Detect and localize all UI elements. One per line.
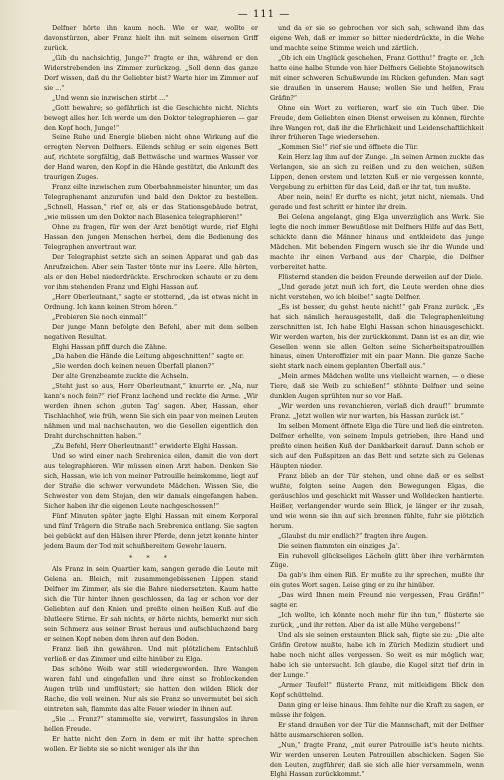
paragraph: „Glaubst du mir endlich?“ fragten ihre Augen. [278, 531, 428, 540]
paragraph: Ein ruhevoll glückseliges Lächeln glitt über ihre verhärmten Züge. [270, 551, 484, 570]
paragraph: „Probieren Sie noch einmal!“ [52, 312, 148, 321]
paragraph: „Kommen Sie!“ rief sie und öffnete die Tür. [278, 143, 419, 152]
paragraph: „Sie ... Franz?“ stammelte sie, verwirrt, fassungslos in ihren hellen Freude. [44, 714, 258, 733]
left-column [44, 24, 258, 753]
paragraph: „Steht just so aus, Herr Oberleutnant,“ knurrte er. „Na, nur kann's noch fein?“ rief Franz lachend und reckte die Arme. „Wir werden ihnen schon ‚guten Tag‘ sagen. Aber, Hassan, eher Tischlachhof, wie früh, wenn Sie sich ein paar von meinen Leuten nähmen und mal nachschauten, wo die Gesellen eigentlich den Draht durchschnitten haben.“ [44, 382, 258, 441]
paragraph: Er hatte nicht den Zorn in dem er mit ihr hatte sprechen wollen. Er liebte sie so nicht weniger als ihr ihn [44, 734, 258, 753]
paragraph: „Es ist besser, du gehst heute nicht!“ gab Franz zurück. „Es hat sich nämlich herausgestellt, daß die Telegraphenleitung zerschnitten ist. Ich habe Elghi Hassan schon hinausgeschickt. Wir werden warten, bis der zurückkommt. Dann ist es an dir, wie Gesellen wenn sie allen Gelten seine Sicherheitspatrouillen hinaus, einen Unteroffizier mit ein paar Mann. Die ganze Sache sieht stark nach einem geplanten Überfall aus.“ [270, 302, 484, 371]
page-number: — 111 — [237, 9, 291, 20]
paragraph: Flüsternd standen die beiden Freunde derweilen auf der Diele. [278, 272, 483, 281]
paragraph: „Das wird Ihnen mein Freund nie vergessen, Frau Gräfin!“ sagte er. [270, 591, 484, 610]
paragraph: „Da haben die Hände die Leitung abgeschnitten!“ sagte er. [52, 352, 245, 361]
paragraph: „Mein armes Mädchen wollte uns vielleicht warnen, — o diese Tiere, daß sie Weib zu schießen!“ stöhnte Delfner und seine dunklen Augen sprühten nur so vor Haß. [270, 372, 484, 401]
paragraph: „Ich wollte, ich könnte noch mehr für ihn tun,“ flüsterte sie zurück, „und ihr retten. Aber da ist alle Mühe vergebens!“ [270, 611, 484, 630]
paragraph: Und als sie seinen erstaunten Blick sah, fügte sie zu: „Die alte Gräfin Gretow mußte, habe ich in Zürich Medizin studiert und habe noch nicht alles vergessen. So weit es mir möglich war, habe ich sie untersucht. Ich glaube, die Kugel sitzt tief drin in der Lunge.“ [270, 631, 484, 679]
paragraph: „Gott bewahre; so gefährlich ist die Geschichte nicht. Nichts bewegt alles her. Ich werde um den Doktor telegraphieren — gar den Kopf hoch, Junge!“ [44, 103, 258, 132]
paragraph: „Ob ich ein Unglück geschehen, Franz Gotthu!“ fragte er. „Ich hatte eine halbe Stunde von hier Delfners Geliebte Stojanowitsch mit einer schweren Schußwunde im Rücken gefunden. Man sagt sie draußen in unserem Hause; wollen Sie und helfen, Frau Gräfin?“ [270, 53, 484, 102]
paragraph: „Herr Oberleutnant,“ sagte er stotternd, „da ist etwas nicht in Ordnung. Ich kann keinen Strom hören.“ [44, 292, 258, 311]
paragraph: Fünf Minuten später jagte Elghi Hassan mit einem Korporal und fünf Trägern die Straße nach Srebrenica entlang. Sie sagten bei gebückt auf den Hälsen ihrer Pferde, denn jetzt konnte hinter jedem Baum der Tod mit schußbereitem Gewehr lauern. [44, 511, 258, 550]
section-separator: * * * [129, 553, 173, 562]
paragraph: Seine Ruhe und Energie blieben nicht ohne Wirkung auf die erregten Nerven Delfners. Eilends schlug er sein eigenes Bett auf, richtete sorgfältig, daß Bettwäsche und warmes Wasser vor der Hand waren, den Kopf in die Hände gestützt, die Ankunft des traurigen Zuges. [44, 133, 258, 182]
paragraph: „Nun,“ fragte Franz, „mit eurer Patrouille ist's heute nichts. Wir werden unseren Leuten Patrouillen abschicken. Sagen Sie den Leuten, zugführer, daß sie sich alle hier versammeln, wenn Elghi Hassan zurückkommt.“ [270, 740, 484, 779]
paragraph: Delfner hörte ihn kaum noch. Wie er war, wollte er davonstürzen, aber Franz hielt ihn mit seinem eisernen Griff zurück. [44, 24, 258, 52]
paragraph: Der alte Grenzbeamte zuckte die Achseln. [52, 372, 189, 381]
paragraph: „Und wenn sie inzwischen stirbt ...“ [52, 93, 169, 102]
paragraph: Und so wird einer nach Srebrenica eilen, damit die von dort aus telegraphieren. Wir müssen einen Arzt haben. Denken Sie sich, Hassan, wie ich von meiner Patrouille heimkomme, liegt auf der Straße die schwer verwundete Mädchen. Wissen Sie, die Schwester von dem Stojan, den wir damals eingefangen haben. Sicher haben ihr die eigenen Leute nachgeschossen!“ [44, 451, 258, 510]
text-columns [44, 24, 484, 779]
paragraph: Dann ging er leise hinaus. Ihm fehlte nur die Kraft zu sagen, er müsse ihr folgen. [270, 700, 484, 719]
paragraph: Franz eilte inzwischen zum Oberbahnmeister hinunter, um das Telegraphenamt anzurufen und bald den Doktor zu bestellen. „Schnell, Hassan,“ rief er, als er das Stationsgebäude betrat, „wie müssen um den Doktor nach Blasenica telegraphieren!“ [44, 183, 258, 222]
paragraph: Aber nein, nein! Er durfte es nicht, jetzt nicht, niemals. Und gerade und fest schritt er hinter ihr drein. [270, 193, 484, 212]
paragraph: Ohne ein Wort zu verlieren, warf sie ein Tuch über. Die Freude, dem Geliebten einen Dienst erweisen zu können, fürchte ihre Wangen rot, daß ihr die Ehrlichkeit und Leidenschaftlichkeit ihrer früheren Tage wiedersehen. [270, 103, 484, 142]
paragraph: und da er sie so gebrochen vor sich sah, schwand ihm das eigene Weh, daß er immer so bitter niederdrückte, in die Wehe und machte seine Stimme weich und zärtlich. [270, 24, 484, 52]
paragraph: Da gab's ihm einen Riß. Er mußte zu ihr sprechen, mußte ihr ein gutes Wort sagen. Leise ging er zu ihr hinüber. [270, 571, 484, 590]
paragraph: „Und gerade jetzt muß ich fort, die Leute werden ohne dies nicht verstehen, wo ich bleibe!“ sagte Delfner. [270, 282, 484, 301]
paragraph: Im selben Moment öffnete Elga die Türe und ließ die eintreten. Delfner erhellte, von seinem Impuls getrieben, ihre Hand und preßte einen heißen Kuß der Dankbarkeit darauf. Dann schob er sich auf den Fußspitzen an das Bett und setzte sich zu Gelenas Häupten nieder. [270, 422, 484, 470]
paragraph: Ohne zu fragen, für wen der Arzt benötigt wurde, rief Elghi Hassan den jungen Menschen herbei, dem die Bedienung des Telegraphen anvertraut war. [44, 223, 258, 251]
paragraph: Das schöne Weib war still wiedergeworden. Ihre Wangen waren fahl und eingefallen und ihre einst so frohlockenden Augen trüb und umflüstert; sie hatten den wilden Blick der Rache, die voll weinen. Nur als sie Franz so unvermutet bei sich eintreten sah, flammte das alte Feuer wieder in ihnen auf. [44, 665, 258, 713]
paragraph: „Wir werden uns revanchieren, verlaß dich drauf!“ brummte Franz. „Jetzt wollen wir nur warten, bis Hassan zurück ist.“ [270, 402, 484, 421]
paragraph: Der Telegraphist setzte sich an seinen Apparat und gab das Anrufzeichen. Aber sein Taster tönte nur ins Leere. Alle hörten, als er den Hebel niederdrückte. Erschrocken schaute er zu dem vor ihm stehenden Franz und Elghi Hassan auf. [44, 252, 258, 291]
paragraph: Franz ließ ihn gewähren. Und mit plötzlichem Entschluß verließ er das Zimmer und eilte hinüber zu Elga. [44, 645, 258, 664]
paragraph: Elghi Hassan pfiff durch die Zähne. [52, 342, 168, 351]
paragraph: Bei Gelena angelangt, ging Elga unverzüglich ans Werk. Sie legte die noch immer Bewußtlose mit Delfners Hilfe auf das Bett, schickte dann die Männer hinaus und entkleidete das junge Mädchen. Mit bebenden Fingern wusch sie ihr die Wunde und machte ihr einen Verband aus der Charpie, die Delfner vorbereitet hatte. [270, 213, 484, 271]
paragraph: „Zu Befehl, Herr Oberleutnant!“ erwiderte Elghi Hassan. [52, 442, 238, 451]
paragraph: Kein Herz lag ihm auf der Zunge. „In seinen Armen zuckte das Verlangen, sie an sich zu reißen und zu den weichen, süßen Lippen, denen erstem und letzten Kuß er nie vergessen konnte, Vergebung zu erbitten für das Leid, daß er ihr tat, tun mußte. [270, 153, 484, 192]
paragraph: Franz blieb an der Tür stehen, und ohne daß er es selbst wußte, folgten seine Augen den Bewegungen Elgas, die geräuschlos und geschickt mit Wasser und Wolldecken hantierte. Heißer, verlangender wurde sein Blick, je länger er ihr zusah, und wie wenn sie ihn auf sich brennen fühlte, fuhr sie plötzlich herum. [270, 471, 484, 530]
paragraph: Der junge Mann befolgte den Befehl, aber mit dem selben negativen Resultat. [44, 322, 258, 341]
right-column [270, 24, 484, 779]
paragraph: „Sie werden doch keinen neuen Überfall planen?“ [52, 362, 215, 371]
paragraph: Die seinen flammten ein einziges ‚Ja‘. [278, 541, 400, 550]
paragraph: Als Franz in sein Quartier kam, sangen gerade die Leute mit Gelena an. Bleich, mit zusammengebissenen Lippen stand Delfner im Zimmer, als sie die Bahre niedersetzten. Kaum hatte sich die Tür hinter ihnen geschlossen, da lag er schon vor der Geliebten auf den Knien und preßte einen heißen Kuß auf die blutleere Stirne. Er sah nichts, er hörte nichts, bemerkt nur sich sein Schmerz aus seiner Brust heraus und aufschluchzend barg er seinen Kopf neben dem ihren auf den Boden. [44, 565, 258, 644]
paragraph: „Gib du nachsichtig, Junge?“ fragte er ihn, während er den Widerstrebenden ins Zimmer zurückzog. „Soll denn das ganze Dorf wissen, daß du ihr Geliebter bist? Warte hier im Zimmer auf sie ...“ [44, 53, 258, 92]
paragraph: Er stand draußen vor der Tür die Mannschaft, mit der Delfner hätte ausmarschieren sollen. [270, 720, 484, 739]
paragraph: „Armer Teufel!“ flüsterte Franz, mit mitleidigem Blick den Kopf schüttelnd. [270, 680, 484, 699]
